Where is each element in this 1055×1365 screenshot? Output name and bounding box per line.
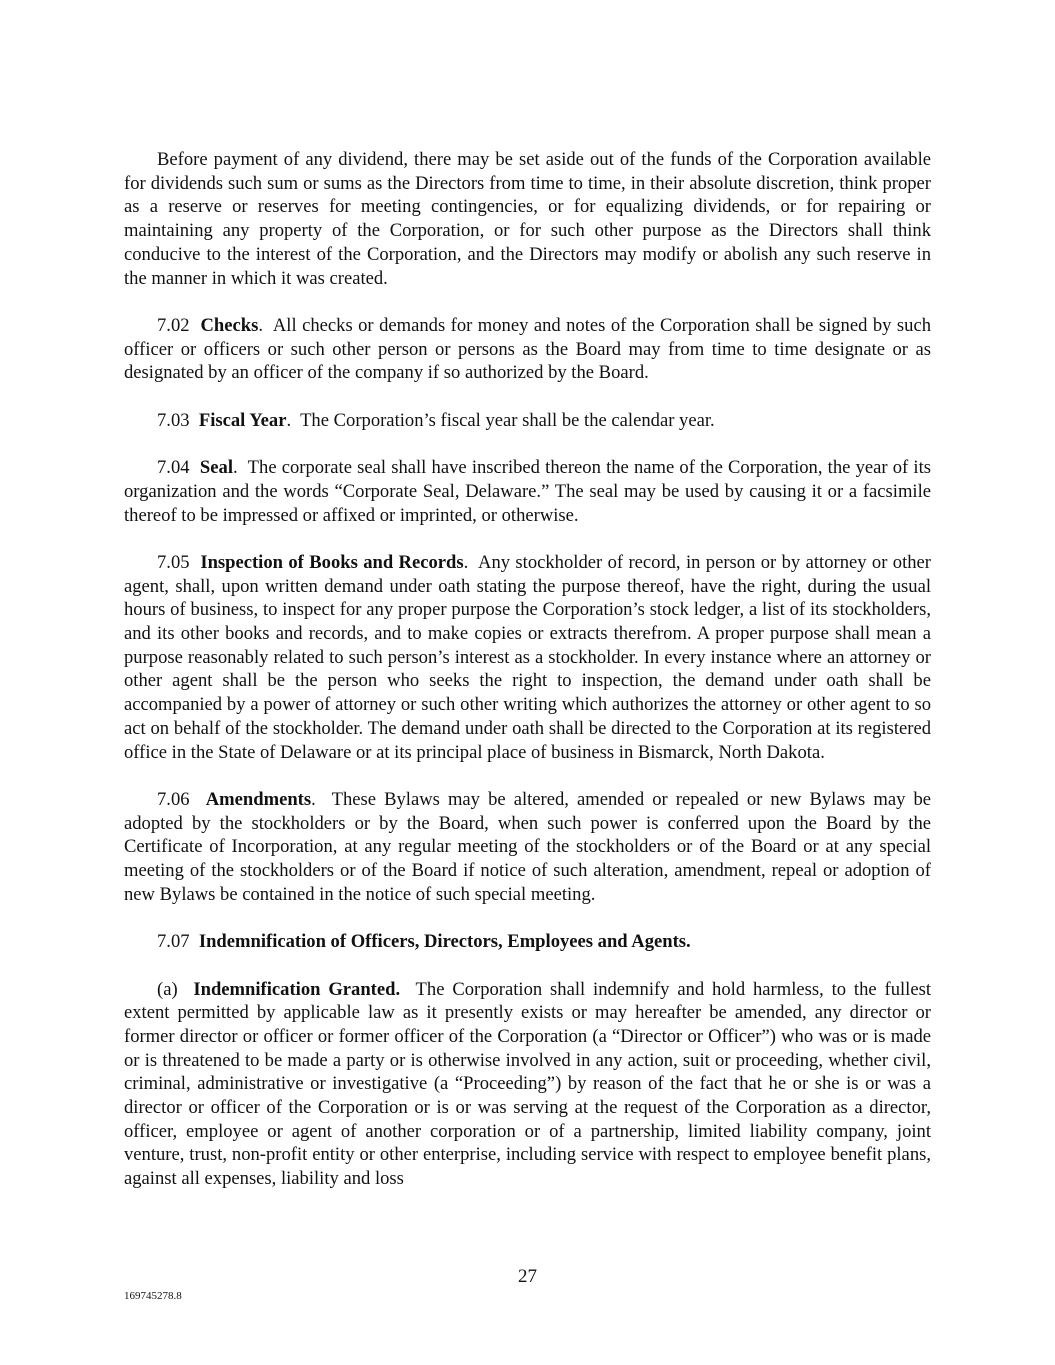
section-number: 7.06 xyxy=(157,788,190,810)
paragraph-body: The corporate seal shall have inscribed thereon the name of the Corporation, the year of its organization and the words “Corporate Seal, Delaware.” The seal may be used by causing it or a facsimile thereof to be impressed or affixed or imprinted, or otherwise. xyxy=(124,457,931,526)
section-number: 7.02 xyxy=(157,314,190,336)
heading-punctuation: . xyxy=(232,457,238,479)
page-number: 27 xyxy=(518,1266,537,1287)
heading-punctuation: . xyxy=(463,551,469,573)
section-number: 7.05 xyxy=(157,551,190,573)
section-heading: Amendments xyxy=(205,788,312,810)
section-heading: Inspection of Books and Records xyxy=(200,551,464,573)
section-number: 7.04 xyxy=(157,457,190,479)
paragraph-a-indemnification-granted xyxy=(124,978,931,1191)
paragraph-7-06-amendments xyxy=(124,788,931,907)
heading-punctuation: . xyxy=(311,788,316,810)
section-heading: Indemnification of Officers, Directors, Employees and Agents. xyxy=(198,931,691,953)
section-heading: Seal xyxy=(199,457,233,479)
paragraph-7-02-checks xyxy=(124,314,931,385)
section-number: 7.03 xyxy=(157,409,190,431)
section-heading: Fiscal Year xyxy=(198,409,287,431)
paragraph-7-05-inspection xyxy=(124,551,931,764)
subsection-heading: Indemnification Granted. xyxy=(193,978,401,1000)
document-id: 169745278.8 xyxy=(124,1290,182,1302)
section-heading: Checks xyxy=(200,314,259,336)
paragraph-7-07-indemnification xyxy=(124,930,931,954)
paragraph-7-04-seal xyxy=(124,456,931,527)
heading-punctuation: . xyxy=(258,314,263,336)
section-number: 7.07 xyxy=(157,931,190,953)
paragraph-body: Any stockholder of record, in person or by attorney or other agent, shall, upon written demand under oath stating the purpose thereof, have the right, during the usual hours of business, to inspect for any proper purpose the Corporation’s stock ledger, a list of its stockholders, and its other books and records, and to make copies or extracts therefrom. A proper purpose shall mean a purpose reasonably related to such person’s interest as a stockholder. In every instance where an attorney or other agent shall be the person who seeks the right to inspection, the demand under oath shall be accompanied by a power of attorney or such other writing which authorizes the attorney or other agent to so act on behalf of the stockholder. The demand under oath shall be directed to the Corporation at its registered office in the State of Delaware or at its principal place of business in Bismarck, North Dakota. xyxy=(124,551,931,763)
document-body xyxy=(124,148,931,1191)
paragraph-dividend-reserve xyxy=(124,148,931,290)
paragraph-body: The Corporation shall indemnify and hold harmless, to the fullest extent permitted by applicable law as it presently exists or may hereafter be amended, any director or former director or officer or former officer of the Corporation (a “Director or Officer”) who was or is made or is threatened to be made a party or is otherwise involved in any action, suit or proceeding, whether civil, criminal, administrative or investigative (a “Proceeding”) by reason of the fact that he or she is or was a director or officer of the Corporation or is or was serving at the request of the Corporation as a director, officer, employee or agent of another corporation or of a partnership, limited liability company, joint venture, trust, non-profit entity or other enterprise, including service with respect to employee benefit plans, against all expenses, liability and loss xyxy=(124,978,931,1190)
paragraph-body: All checks or demands for money and notes of the Corporation shall be signed by such officer or officers or such other person or persons as the Board may from time to time designate or as designated by an officer of the company if so authorized by the Board. xyxy=(124,314,931,384)
paragraph-body: Before payment of any dividend, there may be set aside out of the funds of the Corporation available for dividends such sum or sums as the Directors from time to time, in their absolute discretion, think proper as a reserve or reserves for meeting contingencies, or for equalizing dividends, or for repairing or maintaining any property of the Corporation, or for such other purpose as the Directors shall think conducive to the interest of the Corporation, and the Directors may modify or abolish any such reserve in the manner in which it was created. xyxy=(124,149,931,289)
subsection-number: (a) xyxy=(157,978,178,1000)
paragraph-body: These Bylaws may be altered, amended or repealed or new Bylaws may be adopted by the stockholders or by the Board, when such power is conferred upon the Board by the Certificate of Incorporation, at any regular meeting of the stockholders or of the Board or at any special meeting of the stockholders or of the Board if notice of such alteration, amendment, repeal or adoption of new Bylaws be contained in the notice of such special meeting. xyxy=(124,788,932,905)
heading-punctuation: . xyxy=(286,409,292,431)
paragraph-body: The Corporation’s fiscal year shall be the calendar year. xyxy=(300,409,715,431)
paragraph-7-03-fiscal-year xyxy=(124,409,931,433)
